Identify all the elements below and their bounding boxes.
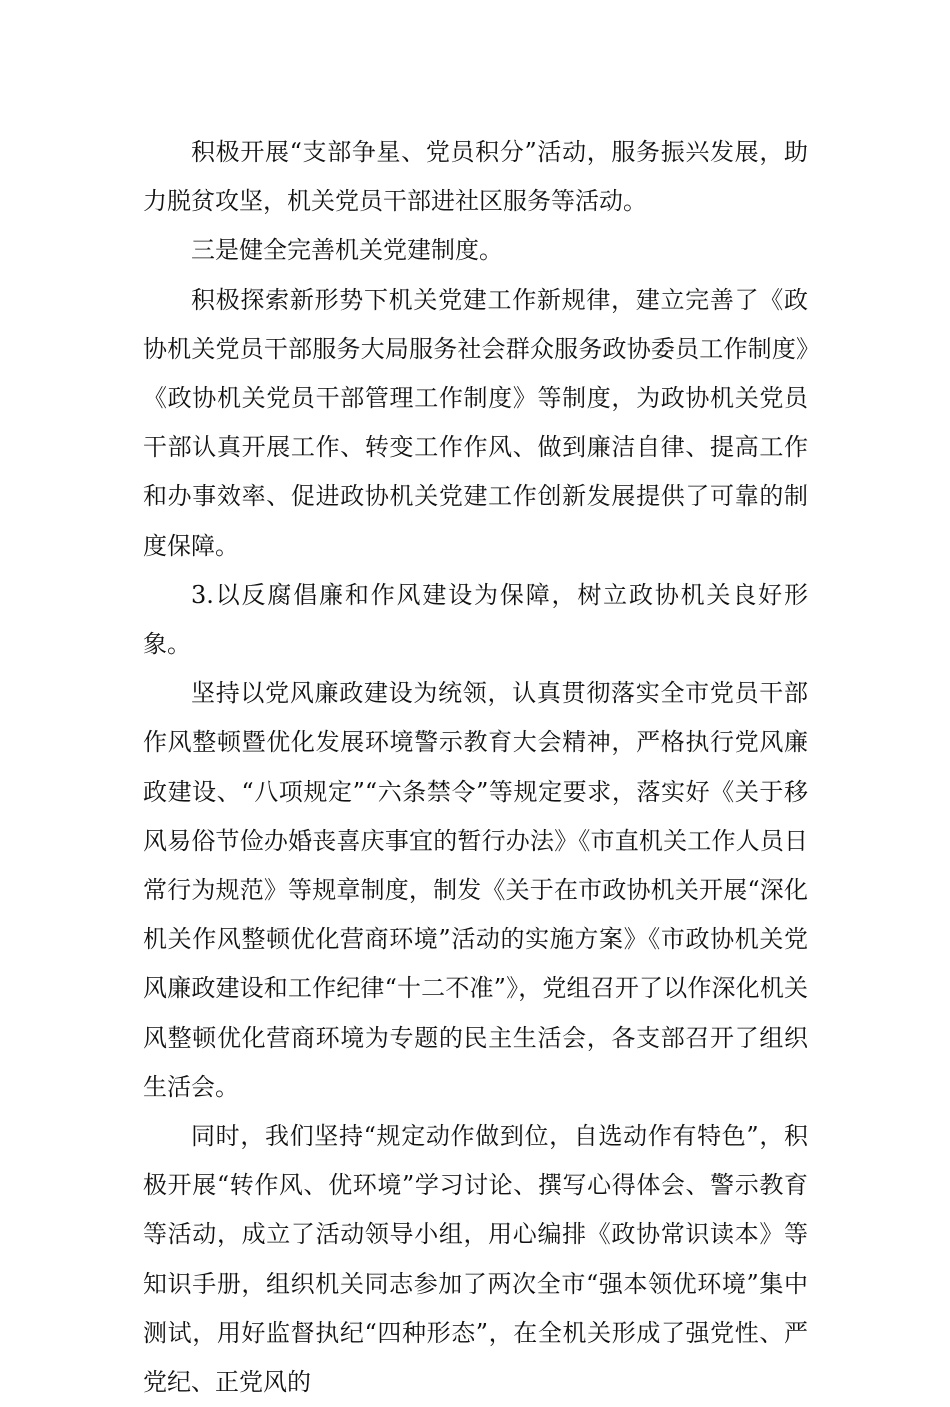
paragraph-anticorruption: 坚持以党风廉政建设为统领，认真贯彻落实全市党员干部作风整顿暨优化发展环境警示教育大会精神，严格执行党风廉政建设、“八项规定”“六条禁令”等规定要求，落实好《关于移风易俗节俭办婚丧喜庆事宜的暂行办法》《市直机关工作人员日常行为规范》等规章制度，制发《关于在市政协机关开展“深化机关作风整顿优化营商环境”活动的实施方案》《市政协机关党风廉政建设和工作纪律“十二不准”》，党组召开了以作深化机关风整顿优化营商环境为专题的民主生活会，各支部召开了组织生活会。 (143, 679, 808, 1101)
document-body (143, 128, 808, 1407)
paragraph-activities: 积极开展“支部争星、党员积分”活动，服务振兴发展，助力脱贫攻坚，机关党员干部进社区服务等活动。 (143, 138, 808, 216)
paragraph-system-building: 积极探索新形势下机关党建工作新规律，建立完善了《政协机关党员干部服务大局服务社会群众服务政协委员工作制度》《政协机关党员干部管理工作制度》等制度，为政协机关党员干部认真开展工作、转变工作作风、做到廉洁自律、提高工作和办事效率、促进政协机关党建工作创新发展提供了可靠的制度保障。 (143, 285, 808, 560)
paragraph-heading-system: 三是健全完善机关党建制度。 (191, 236, 503, 265)
paragraph-heading-anticorruption: 3.以反腐倡廉和作风建设为保障，树立政协机关良好形象。 (143, 580, 808, 659)
paragraph-meanwhile: 同时，我们坚持“规定动作做到位，自选动作有特色”，积极开展“转作风、优环境”学习讨论、撰写心得体会、警示教育等活动，成立了活动领导小组，用心编排《政协常识读本》等知识手册，组织机关同志参加了两次全市“强本领优环境”集中测试，用好监督执纪“四种形态”，在全机关形成了强党性、严党纪、正党风的 (143, 1122, 808, 1397)
